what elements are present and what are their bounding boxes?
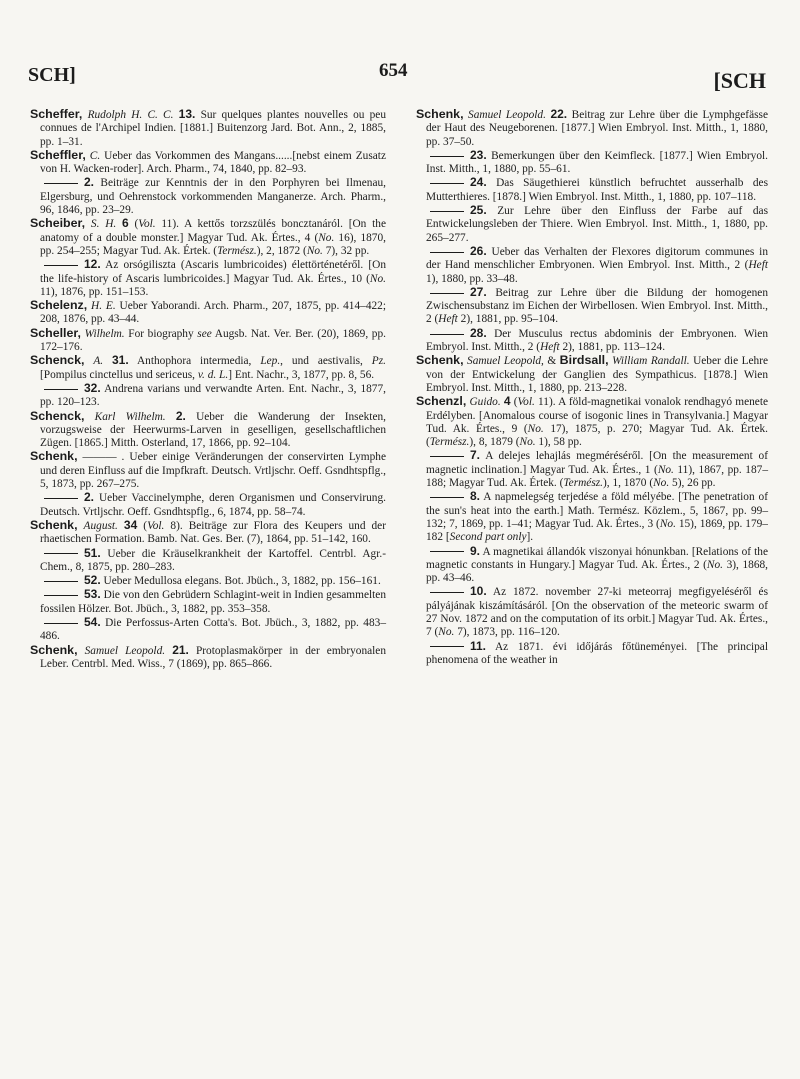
bibliography-subentry bbox=[30, 491, 386, 519]
bibliography-subentry bbox=[30, 547, 386, 575]
entry-text: 8. A napmelegség terjedése a föld mélyébe. [The penetration of the sun's heat into the earth.] Math. Termész. Közlem., 5, 1867, pp. 99–132; 7, 1869, pp. 1–41; Magyar Tud. Ak. Értes., 3 (No. 15), 1869, pp. 179–182 [Second part only]. bbox=[426, 489, 768, 544]
ditto-dash bbox=[430, 456, 464, 457]
ditto-dash bbox=[430, 497, 464, 498]
entry-author: Schenck, bbox=[30, 353, 85, 368]
entry-text: 12. Az orsógiliszta (Ascaris lumbricoides) élettörténetéről. [On the life-history of Ascaris lumbricoides.] Magyar Tud. Ak. Értes., 10 (No. 11), 1876, pp. 151–153. bbox=[40, 257, 386, 298]
entry-text: 25. Zur Lehre über den Einfluss der Farbe auf das Entwickelungsleben der Thiere. Wien Embryol. Inst. Mitth., 1, 1880, pp. 265–277. bbox=[426, 203, 768, 244]
entry-author: Schenk, bbox=[416, 353, 464, 368]
running-head bbox=[0, 58, 800, 92]
entry-text: S. H. 6 (Vol. 11). A kettős torzszülés boncztanáról. [On the anatomy of a double monster.] Magyar Tud. Ak. Értes., 4 (No. 16), 1870, pp. 254–255; Magyar Tud. Ak. Értek. (Termész.), 2, 1872 (No. 7), 32 pp. bbox=[40, 216, 387, 257]
entry-author: Schenk, bbox=[416, 107, 464, 121]
entry-text: 27. Beitrag zur Lehre über die Bildung der homogenen Zwischensubstanz im Eichen der Wirbellosen. Wien Embryol. Inst. Mitth., 2 (Heft 2), 1881, pp. 95–104. bbox=[426, 284, 768, 326]
bibliography-subentry bbox=[416, 490, 768, 544]
entry-text: 10. Az 1872. november 27-ki meteorraj megfigyeléséről és pályájának kiszámításáról. [On the observation of the meteoric swarm of 27 Nov. 1872 and on the computation of its orbit.] Magyar Tud. Ak. Értes., 7 (No. 7), 1873, pp. 116–120. bbox=[426, 584, 768, 639]
ditto-dash bbox=[430, 252, 464, 253]
bibliography-subentry bbox=[30, 574, 386, 588]
bibliography-subentry bbox=[416, 176, 768, 204]
entry-text: Samuel Leopold. 22. Beitrag zur Lehre über die Lymphgefässe der Haut des Neugeborenen. [1877.] Wien Embryol. Inst. Mitth., 1, 1880, pp. 37–50. bbox=[426, 107, 768, 148]
entry-text: 2. Beiträge zur Kenntnis der in den Porphyren bei Ilmenau, Elgersburg, und Oehrenstock vorkommenden Manganerze. Arch. Pharm., 96, 1846, pp. 23–29. bbox=[40, 175, 386, 217]
ditto-dash bbox=[430, 156, 464, 157]
entry-text: Guido. 4 (Vol. 11). A föld-magnetikai vonalok rendhagyó menete Erdélyben. [Anomalous course of isogonic lines in Transylvania.] Magyar Tud. Ak. Értes., 9 (No. 17), 1875, p. 270; Magyar Tud. Ak. Értek. (Termész.), 8, 1879 (No. 1), 58 pp. bbox=[426, 394, 769, 449]
ditto-dash bbox=[44, 498, 78, 499]
entry-author: Schelenz, bbox=[30, 298, 88, 313]
entry-author: Schenck, bbox=[30, 408, 85, 423]
bibliography-entry bbox=[30, 108, 386, 149]
entry-text: A. 31. Anthophora intermedia, Lep., und aestivalis, Pz. [Pompilus cinctellus und sericeus, v. d. L.] Ent. Nachr., 3, 1877, pp. 8, 56. bbox=[40, 353, 386, 381]
entry-text: 11. Az 1871. évi időjárás főtüneményei. [The principal phenomena of the weather in bbox=[426, 638, 768, 666]
ditto-dash bbox=[44, 581, 78, 582]
bibliography-subentry bbox=[416, 585, 768, 639]
ditto-dash bbox=[44, 265, 78, 266]
entry-text: 2. Ueber Vaccinelymphe, deren Organismen und Conservirung. Deutsch. Vrtljschr. Oeff. Gsndhtspflg., 6, 1874, pp. 58–74. bbox=[40, 490, 386, 518]
entry-text: ——— . Ueber einige Veränderungen der conservirten Lymphe und deren Einfluss auf die Impfkraft. Deutsch. Vrtljschr. Oeff. Gsndhtspflg., 5, 1873, pp. 267–275. bbox=[40, 451, 386, 491]
bibliography-entry bbox=[30, 217, 386, 258]
left-column bbox=[30, 108, 386, 671]
ditto-dash bbox=[44, 389, 78, 390]
ditto-dash bbox=[430, 334, 464, 335]
page-number: 654 bbox=[379, 60, 408, 81]
bibliography-subentry bbox=[30, 382, 386, 410]
entry-text: 51. Ueber die Kräuselkrankheit der Kartoffel. Centrbl. Agr.-Chem., 8, 1875, pp. 280–283. bbox=[40, 545, 386, 573]
entry-text: 53. Die von den Gebrüdern Schlagint-weit in Indien gesammelten fossilen Hölzer. Bot. Jbüch., 3, 1882, pp. 353–358. bbox=[40, 587, 386, 615]
entry-text: Karl Wilhelm. 2. Ueber die Wanderung der Insekten, vorzugsweise der Heerwurms-Larven in geselligen, gesellschaftlichen Zügen. [1865.] Mitth. Osterland, 17, 1866, pp. 92–104. bbox=[40, 408, 386, 450]
entry-author: Scheiber, bbox=[30, 216, 86, 231]
entry-text: Rudolph H. C. C. 13. Sur quelques plantes nouvelles ou peu connues de l'Archipel Indien. [1881.] Buitenzorg Jard. Bot. Ann., 2, 1885, pp. 1–31. bbox=[40, 107, 387, 148]
bibliography-subentry bbox=[30, 588, 386, 616]
bibliography-entry bbox=[30, 644, 386, 672]
bibliography-subentry bbox=[416, 545, 768, 586]
ditto-dash bbox=[44, 553, 78, 554]
bibliography-entry bbox=[30, 149, 386, 177]
bibliography-subentry bbox=[30, 258, 386, 299]
bibliography-subentry bbox=[416, 286, 768, 327]
entry-text: 28. Der Musculus rectus abdominis der Embryonen. Wien Embryol. Inst. Mitth., 2 (Heft 2), 1881, pp. 113–124. bbox=[426, 325, 768, 354]
bibliography-entry bbox=[30, 327, 386, 355]
bibliography-entry bbox=[30, 410, 386, 451]
bibliography-entry bbox=[30, 299, 386, 327]
entry-author: Schenk, bbox=[30, 449, 78, 464]
entry-text: 32. Andrena varians und verwandte Arten. Ent. Nachr., 3, 1877, pp. 120–123. bbox=[40, 380, 386, 409]
bibliography-entry bbox=[416, 354, 768, 395]
ditto-dash bbox=[430, 211, 464, 212]
entry-text: 7. A delejes lehajlás megméréséről. [On the measurement of magnetic inclination.] Magyar Tud. Ak. Értes., 1 (No. 11), 1867, pp. 187–188; Magyar Tud. Ak. Értek. (Termész.), 1, 1870 (No. 5), 26 pp. bbox=[426, 448, 768, 490]
ditto-dash bbox=[44, 183, 78, 184]
entry-author: Scheffer, bbox=[30, 107, 83, 121]
bibliography-subentry bbox=[416, 245, 768, 286]
ditto-dash bbox=[430, 293, 464, 294]
ditto-dash bbox=[430, 551, 464, 552]
bibliography-entry bbox=[416, 395, 768, 449]
bibliography-subentry bbox=[416, 149, 768, 177]
bibliography-subentry bbox=[416, 449, 768, 490]
bibliography-entry bbox=[30, 354, 386, 382]
entry-text: H. E. Ueber Yaborandi. Arch. Pharm., 207, 1875, pp. 414–422; 208, 1876, pp. 43–44. bbox=[40, 300, 386, 326]
entry-text: 23. Bemerkungen über den Keimfleck. [1877.] Wien Embryol. Inst. Mitth., 1, 1880, pp. 55–61. bbox=[426, 147, 768, 176]
ditto-dash bbox=[44, 623, 78, 624]
running-head-right: [SCH bbox=[713, 68, 766, 93]
bibliography-entry bbox=[30, 519, 386, 547]
entry-text: Samuel Leopold. 21. Protoplasmakörper in der embryonalen Leber. Centrbl. Med. Wiss., 7 (1869), pp. 865–866. bbox=[40, 642, 387, 670]
ditto-dash bbox=[430, 646, 464, 647]
entry-text: C. Ueber das Vorkommen des Mangans......[nebst einem Zusatz von H. Wacken-roder]. Arch. Pharm., 74, 1840, pp. 82–93. bbox=[40, 149, 386, 176]
bibliography-entry bbox=[416, 108, 768, 149]
bibliography-subentry bbox=[30, 176, 386, 217]
bibliography-subentry bbox=[416, 204, 768, 245]
entry-text: 26. Ueber das Verhalten der Flexores digitorum communes in der Hand menschlicher Embryonen. Wien Embryol. Inst. Mitth., 2 (Heft 1), 1880, pp. 33–48. bbox=[426, 243, 768, 285]
entry-author: Schenk, bbox=[30, 642, 78, 657]
entry-text: Samuel Leopold, & Birdsall, William Randall. Ueber die Lehre von der Entwickelung der Ganglien des Sympathicus. [1878.] Wien Embryol. Inst. Mitth., 1, 1880, pp. 213–228. bbox=[426, 353, 769, 394]
bibliography-subentry bbox=[30, 616, 386, 644]
entry-author: Schenzl, bbox=[416, 394, 467, 409]
entry-text: 52. Ueber Medullosa elegans. Bot. Jbüch., 3, 1882, pp. 156–161. bbox=[84, 573, 381, 588]
bibliography-subentry bbox=[416, 640, 768, 668]
entry-text: 24. Das Säugethierei künstlich befruchtet ausserhalb des Mutterthieres. [1878.] Wien Embryol. Inst. Mitth., 1, 1880, pp. 107–118. bbox=[426, 175, 768, 203]
entry-text: 9. A magnetikai állandók viszonyai hónunkban. [Relations of the magnetic constants in Hungary.] Magyar Tud. Ak. Értes., 2 (No. 3), 1868, pp. 43–46. bbox=[426, 543, 768, 585]
entry-author: Scheffler, bbox=[30, 147, 86, 162]
bibliography-subentry bbox=[416, 327, 768, 355]
ditto-dash bbox=[430, 592, 464, 593]
entry-text: 54. Die Perfossus-Arten Cotta's. Bot. Jbüch., 3, 1882, pp. 483–486. bbox=[40, 614, 386, 643]
entry-author: Scheller, bbox=[30, 325, 81, 340]
entry-author: Schenk, bbox=[30, 517, 78, 532]
running-head-left: SCH] bbox=[28, 64, 76, 86]
ditto-dash bbox=[430, 183, 464, 184]
bibliography-entry bbox=[30, 450, 386, 491]
right-column bbox=[416, 108, 768, 667]
entry-text: Wilhelm. For biography see Augsb. Nat. Ver. Ber. (20), 1869, pp. 172–176. bbox=[40, 327, 386, 354]
ditto-dash bbox=[44, 595, 78, 596]
entry-text: August. 34 (Vol. 8). Beiträge zur Flora des Keupers und der rhaetischen Formation. Bamb. Nat. Ges. Ber. (7), 1864, pp. 51–142, 160. bbox=[40, 517, 386, 546]
